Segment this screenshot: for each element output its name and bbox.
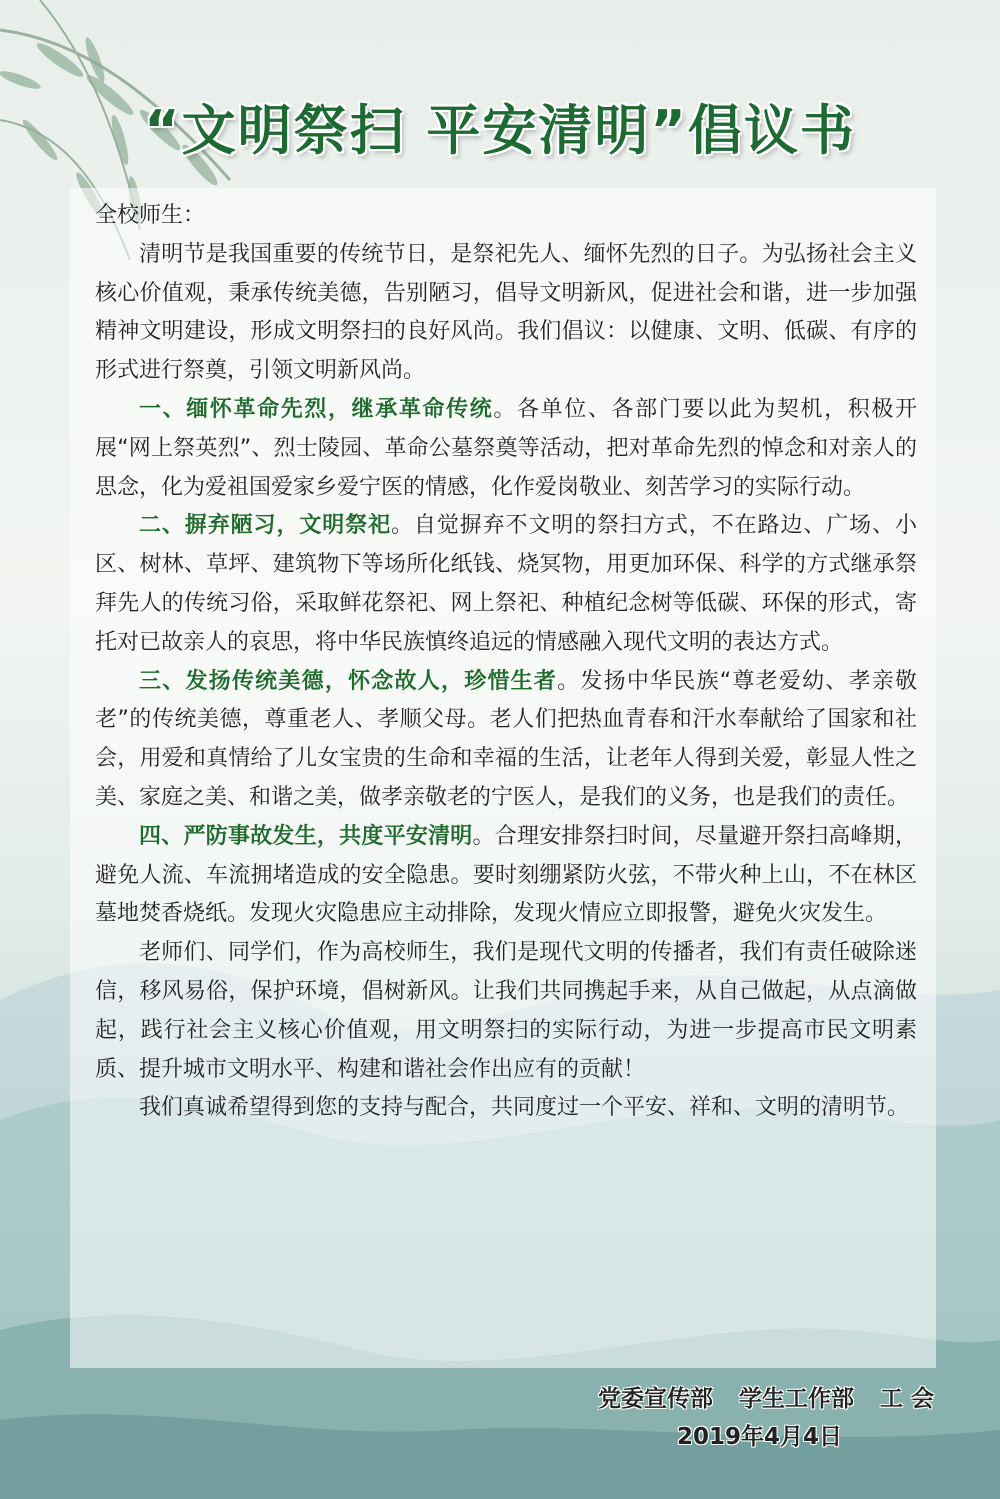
issuing-organizations: [598, 1380, 934, 1418]
point-body-4: 。合理安排祭扫时间，尽量避开祭扫高峰期，避免人流、车流拥堵造成的安全隐患。要时刻绷紧防火弦，不带火种上山，不在林区墓地焚香烧纸。发现火灾隐患应主动排除，发现火情应立即报警，避免火灾发生。: [95, 823, 917, 927]
point-paragraph-4: [95, 818, 917, 934]
point-paragraph-1: [95, 391, 917, 507]
org-trade-union: 工 会: [879, 1386, 934, 1412]
point-body-1: 。各单位、各部门要以此为契机，积极开展“网上祭英烈”、烈士陵园、革命公墓祭奠等活动，把对革命先烈的悼念和对亲人的思念，化为爱祖国爱家乡爱宁医的情感，化作爱岗敬业、刻苦学习的实际行动。: [95, 396, 917, 500]
issue-date: 2019年4月4日: [676, 1424, 842, 1450]
signature-block: [598, 1380, 934, 1456]
proposal-body: [95, 197, 917, 1128]
point-body-3: 。发扬中华民族“尊老爱幼、孝亲敬老”的传统美德，尊重老人、孝顺父母。老人们把热血青春和汗水奉献给了国家和社会，用爱和真情给了儿女宝贵的生命和幸福的生活，让老年人得到关爱，彰显人性之美、家庭之美、和谐之美，做孝亲敬老的宁医人，是我们的义务，也是我们的责任。: [95, 668, 917, 810]
point-heading-3: 三、发扬传统美德，怀念故人，珍惜生者: [139, 668, 558, 694]
page-title: “文明祭扫 平安清明”倡议书: [144, 99, 856, 162]
org-student-affairs: 学生工作部: [738, 1386, 854, 1412]
point-paragraph-2: [95, 507, 917, 662]
point-heading-2: 二、摒弃陋习，文明祭祀: [139, 513, 391, 539]
point-body-2: 。自觉摒弃不文明的祭扫方式，不在路边、广场、小区、树林、草坪、建筑物下等场所化纸钱、烧冥物，用更加环保、科学的方式继承祭拜先人的传统习俗，采取鲜花祭祀、网上祭祀、种植纪念树等低碳、环保的形式，寄托对已故亲人的哀思，将中华民族慎终追远的情感融入现代文明的表达方式。: [95, 513, 917, 655]
point-heading-4: 四、严防事故发生，共度平安清明: [139, 823, 473, 849]
point-heading-1: 一、缅怀革命先烈，继承革命传统: [139, 396, 494, 422]
intro-paragraph: 清明节是我国重要的传统节日，是祭祀先人、缅怀先烈的日子。为弘扬社会主义核心价值观，秉承传统美德，告别陋习，倡导文明新风，促进社会和谐，进一步加强精神文明建设，形成文明祭扫的良好风尚。我们倡议：以健康、文明、低碳、有序的形式进行祭奠，引领文明新风尚。: [95, 241, 917, 384]
point-paragraph-3: [95, 663, 917, 818]
salutation: 全校师生：: [95, 203, 206, 228]
org-propaganda-dept: 党委宣传部: [597, 1386, 713, 1412]
closing-paragraph-1: 老师们、同学们，作为高校师生，我们是现代文明的传播者，我们有责任破除迷信，移风易俗，保护环境，倡树新风。让我们共同携起手来，从自己做起，从点滴做起，践行社会主义核心价值观，用文明祭扫的实际行动，为进一步提高市民文明素质、提升城市文明水平、构建和谐社会作出应有的贡献！: [95, 940, 917, 1082]
closing-paragraph-2: 我们真诚希望得到您的支持与配合，共同度过一个平安、祥和、文明的清明节。: [139, 1095, 910, 1121]
